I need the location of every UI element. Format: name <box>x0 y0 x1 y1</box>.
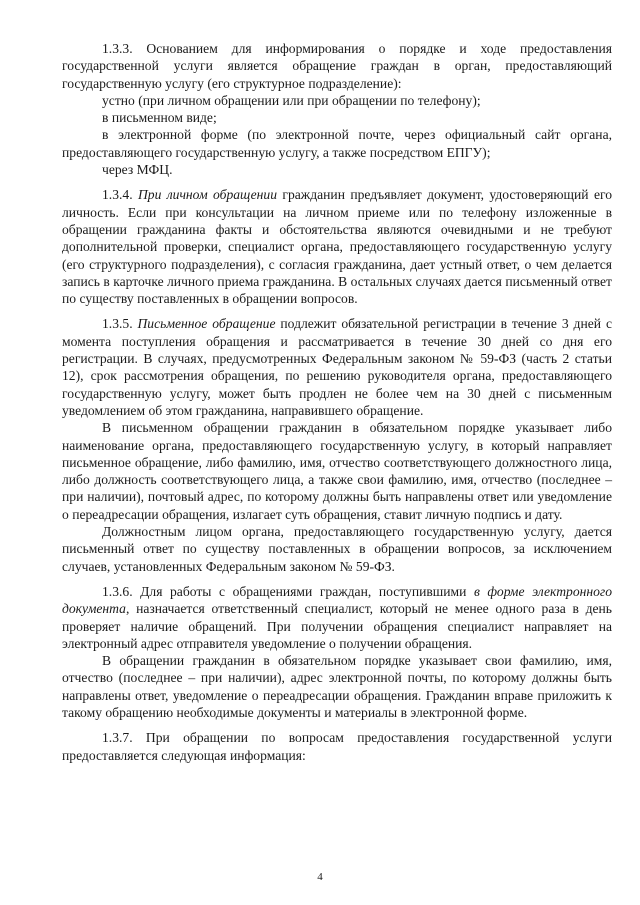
paragraph-1-3-5 <box>62 315 612 419</box>
clause-number: 1.3.5. <box>102 316 138 332</box>
list-item: в электронной форме (по электронной почте, через официальный сайт органа, предоставляющего государственную услугу, а также посредством ЕПГУ); <box>62 127 612 160</box>
paragraph-1-3-6 <box>62 583 612 652</box>
paragraph-1-3-4 <box>62 186 612 307</box>
list-item: в письменном виде; <box>102 110 217 126</box>
paragraph-written-response: Должностным лицом органа, предоставляющего государственную услугу, дается письменный ответ по существу поставленных в обращении вопросов, за исключением случаев, установленных Федеральным законом № 59-ФЗ. <box>62 524 612 574</box>
paragraph-text: 1.3.6. Для работы с обращениями граждан, поступившими <box>102 583 474 599</box>
paragraph-text: гражданин предъявляет документ, удостоверяющий его личность. Если при консультации на личном приеме или по телефону изложенные в обращении гражданина факты и обстоятельства являются очевидными и не требуют дополнительной проверки, специалист органа, предоставляющего государственную услугу (его структурного подразделения), с согласия гражданина, дает устный ответ, о чем делается запись в карточке личного приема гражданина. В остальных случаях дается письменный ответ по существу поставленных в обращении вопросов. <box>62 187 613 307</box>
emphasis-text: При личном обращении <box>137 187 278 203</box>
paragraph-1-3-3: 1.3.3. Основанием для информирования о порядке и ходе предоставления государственной услуги является обращение граждан в орган, предоставляющий государственную услугу (его структурное подразделение): <box>62 41 612 91</box>
clause-number: 1.3.4. <box>102 187 138 203</box>
paragraph-1-3-7: 1.3.7. При обращении по вопросам предоставления государственной услуги предоставляется следующая информация: <box>62 730 612 763</box>
emphasis-text: в форме электронного документа <box>62 583 612 617</box>
paragraph-text: подлежит обязательной регистрации в течение 3 дней с момента поступления обращения и рассматривается в течение 30 дней со дня его регистрации. В случаях, предусмотренных Федеральным законом № 59-ФЗ (часть 2 статьи 12), срок рассмотрения обращения, по решению руководителя органа, предоставляющего государственную услугу, может быть продлен не более чем на 30 дней с письменным уведомлением об этом гражданина, направившего обращение. <box>62 316 612 418</box>
paragraph-written-request-content: В письменном обращении гражданин в обязательном порядке указывает либо наименование органа, предоставляющего государственную услугу, в который направляет письменное обращение, либо фамилию, имя, отчество соответствующего должностного лица, либо должность соответствующего лица, а также свои фамилию, имя, отчество (последнее – при наличии), почтовый адрес, по которому должны быть направлены ответ или уведомление о переадресации обращения, излагает суть обращения, ставит личную подпись и дату. <box>62 420 612 522</box>
list-item: через МФЦ. <box>102 162 173 178</box>
page-number: 4 <box>317 871 323 883</box>
paragraph-electronic-request-content: В обращении гражданин в обязательном порядке указывает свои фамилию, имя, отчество (последнее – при наличии), адрес электронной почты, по которому должны быть направлены ответ, уведомление о переадресации обращения. Гражданин вправе приложить к такому обращению необходимые документы и материалы в электронной форме. <box>62 653 612 720</box>
emphasis-text: Письменное обращение <box>137 316 276 332</box>
document-page <box>62 40 612 764</box>
list-item: устно (при личном обращении или при обращении по телефону); <box>102 92 481 108</box>
paragraph-text: , назначается ответственный специалист, который не менее одного раза в день проверяет наличие обращений. При получении обращения специалист направляет на электронный адрес отправителя уведомление о получении обращения. <box>62 601 612 651</box>
